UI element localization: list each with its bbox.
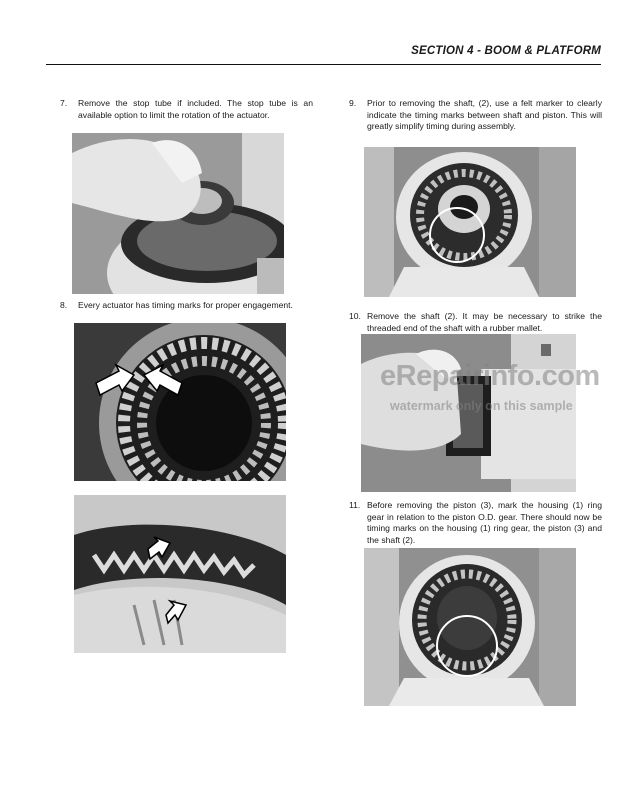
step-text: Prior to removing the shaft, (2), use a felt marker to clearly indicate the timing marks between shaft and piston. This will greatly simplify timing during assembly. (367, 98, 602, 132)
header-divider (46, 64, 601, 65)
step-number: 8. (60, 300, 68, 310)
watermark-brand: eRepairinfo.com (380, 360, 600, 392)
step-text: Every actuator has timing marks for proper engagement. (78, 300, 293, 310)
step-text: Remove the stop tube if included. The stop tube is an available option to limit the rotation of the actuator. (78, 98, 313, 120)
step-8 (60, 300, 313, 312)
photo-piston-marking (364, 548, 576, 706)
photo-stop-tube-removal (72, 133, 284, 294)
photo-shaft-marking (364, 147, 576, 297)
step-11 (349, 500, 602, 546)
step-9 (349, 98, 602, 133)
step-text: Before removing the piston (3), mark the housing (1) ring gear in relation to the piston O.D. gear. There should now be timing marks on the housing (1) ring gear, the piston (3) and the shaft (2). (367, 500, 602, 545)
photo-timing-marks-gear (74, 323, 286, 481)
step-10 (349, 311, 602, 334)
watermark-note: watermark only on this sample (390, 399, 573, 413)
step-number: 9. (349, 98, 357, 108)
section-title: SECTION 4 - BOOM & PLATFORM (411, 45, 601, 57)
photo-shaft-removal (361, 334, 576, 492)
step-7 (60, 98, 313, 121)
photo-timing-marks-closeup (74, 495, 286, 653)
step-number: 7. (60, 98, 68, 108)
step-number: 11. (349, 500, 361, 510)
step-text: Remove the shaft (2). It may be necessary to strike the threaded end of the shaft with a rubber mallet. (367, 311, 602, 333)
step-number: 10. (349, 311, 361, 321)
